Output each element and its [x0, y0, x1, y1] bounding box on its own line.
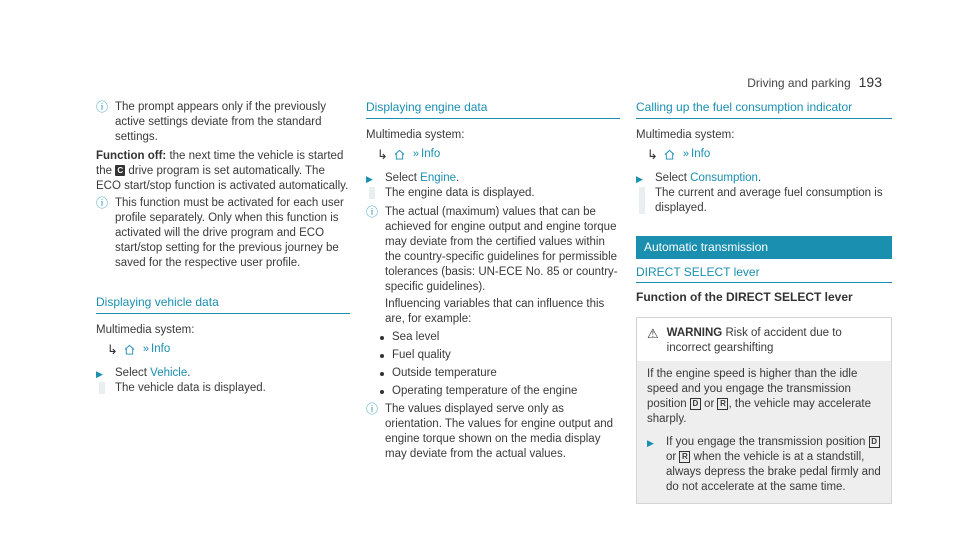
- gear-d-icon: D: [690, 398, 701, 410]
- step-select-consumption: ▶ Select Consumption. The current and average fuel consumption is displayed.: [636, 171, 892, 216]
- home-icon: [664, 149, 675, 160]
- note-engine-values: [366, 205, 620, 327]
- link-engine[interactable]: Engine: [420, 172, 456, 184]
- path-arrow-icon: ↳: [377, 146, 388, 162]
- chevron-right-icon: »: [682, 147, 688, 160]
- warning-step: [647, 435, 881, 495]
- path-info: Info: [421, 147, 441, 160]
- list-item: Fuel quality: [380, 348, 620, 363]
- list-item: Operating temperature of the engine: [380, 384, 620, 399]
- warning-triangle-icon: ⚠: [647, 326, 659, 341]
- column-3: [636, 100, 892, 504]
- function-off-text-a: the next time the vehicle is started the: [96, 150, 344, 177]
- step-result: The engine data is displayed.: [385, 187, 535, 199]
- function-heading: Function of the DIRECT SELECT lever: [636, 290, 853, 304]
- note-text: The values displayed serve only as orientation. The values for engine output and engine torque shown on the media display may deviate from the actual values.: [385, 403, 614, 460]
- note-text: The prompt appears only if the previously active settings deviate from the standard settings.: [115, 101, 326, 143]
- step-arrow-icon: ▶: [366, 174, 373, 184]
- chapter-banner: Automatic transmission: [636, 236, 892, 259]
- page-number: 193: [858, 74, 882, 90]
- gear-d-icon: D: [869, 436, 880, 448]
- drive-program-c-icon: C: [115, 165, 125, 176]
- link-consumption[interactable]: Consumption: [690, 172, 758, 184]
- step-bar: [99, 382, 105, 394]
- note-text: The actual (maximum) values that can be achieved for engine output and engine torque may deviate from the certified values within the country-specific guidelines for permissible tolerances (basis: UN-ECE No. 85 or country-specific guidelines).: [385, 206, 618, 293]
- function-off-label: Function off:: [96, 150, 167, 162]
- note-prompt: [96, 100, 350, 145]
- path-arrow-icon: ↳: [647, 146, 658, 162]
- step-prefix: Select: [655, 172, 687, 184]
- function-off-text-b: drive program is set automatically. The ECO start/stop function is activated automatically.: [96, 165, 349, 192]
- step-bar: [639, 187, 645, 214]
- path-info: Info: [151, 342, 171, 355]
- info-icon: ⓘ: [366, 402, 379, 416]
- column-1: [96, 100, 350, 396]
- info-icon: ⓘ: [366, 205, 379, 219]
- step-result: The vehicle data is displayed.: [115, 382, 266, 394]
- or-text: or: [666, 451, 677, 463]
- step-arrow-icon: ▶: [647, 438, 654, 448]
- warning-body-a: If the engine speed is higher than the idle speed and you engage the transmission position: [647, 368, 858, 410]
- warning-body-b: , the vehicle may accelerate sharply.: [647, 398, 872, 425]
- sub-section-title: DIRECT SELECT lever: [636, 265, 892, 283]
- step-prefix: Select: [385, 172, 417, 184]
- header-title: Driving and parking: [747, 76, 851, 90]
- or-text: or: [704, 398, 715, 410]
- menu-path: [96, 340, 350, 358]
- multimedia-label: Multimedia system:: [96, 324, 195, 336]
- note-text: This function must be activated for each user profile separately. Only when this function is activated will the drive program and ECO start/stop setting for the previous journey be saved for the respective user profile.: [115, 197, 344, 269]
- influence-list: [366, 330, 620, 399]
- list-item: Outside temperature: [380, 366, 620, 381]
- influence-text: Influencing variables that can influence this are, for example:: [385, 298, 605, 325]
- gear-r-icon: R: [679, 451, 690, 463]
- warning-box: [636, 317, 892, 504]
- function-off-paragraph: [96, 149, 350, 194]
- page-header: [747, 75, 882, 91]
- step-arrow-icon: ▶: [636, 174, 643, 184]
- info-icon: ⓘ: [96, 100, 109, 114]
- multimedia-label: Multimedia system:: [366, 129, 465, 141]
- column-2: [366, 100, 620, 462]
- step-arrow-icon: ▶: [96, 369, 103, 379]
- section-title-fuel-consumption: Calling up the fuel consumption indicator: [636, 100, 892, 119]
- step-prefix: Select: [115, 367, 147, 379]
- step-select-vehicle: ▶ Select Vehicle. The vehicle data is displayed.: [96, 366, 350, 396]
- multimedia-label: Multimedia system:: [636, 129, 735, 141]
- home-icon: [124, 344, 135, 355]
- chevron-right-icon: »: [412, 147, 418, 160]
- warning-header: [637, 318, 891, 361]
- note-user-profile: [96, 196, 350, 271]
- menu-path: [366, 145, 620, 163]
- step-bar: [369, 187, 375, 199]
- warning-label: WARNING: [666, 327, 723, 339]
- warning-body-text: [647, 367, 881, 427]
- section-title-vehicle-data: Displaying vehicle data: [96, 295, 350, 314]
- home-icon: [394, 149, 405, 160]
- gear-r-icon: R: [717, 398, 728, 410]
- warning-body: [637, 361, 891, 503]
- path-info: Info: [691, 147, 711, 160]
- note-orientation: [366, 402, 620, 462]
- menu-path: [636, 145, 892, 163]
- section-title-engine-data: Displaying engine data: [366, 100, 620, 119]
- list-item: Sea level: [380, 330, 620, 345]
- step-result: The current and average fuel consumption is displayed.: [655, 187, 883, 214]
- warning-step-b: when the vehicle is at a standstill, always depress the brake pedal firmly and do not accelerate at the same time.: [666, 451, 881, 493]
- warning-head-text: Risk of accident due to incorrect gearshifting: [666, 327, 842, 354]
- link-vehicle[interactable]: Vehicle: [150, 367, 188, 379]
- warning-step-a: If you engage the transmission position: [666, 436, 866, 448]
- info-icon: ⓘ: [96, 196, 109, 210]
- path-arrow-icon: ↳: [107, 341, 118, 357]
- step-select-engine: ▶ Select Engine. The engine data is displayed.: [366, 171, 620, 201]
- chevron-right-icon: »: [142, 342, 148, 355]
